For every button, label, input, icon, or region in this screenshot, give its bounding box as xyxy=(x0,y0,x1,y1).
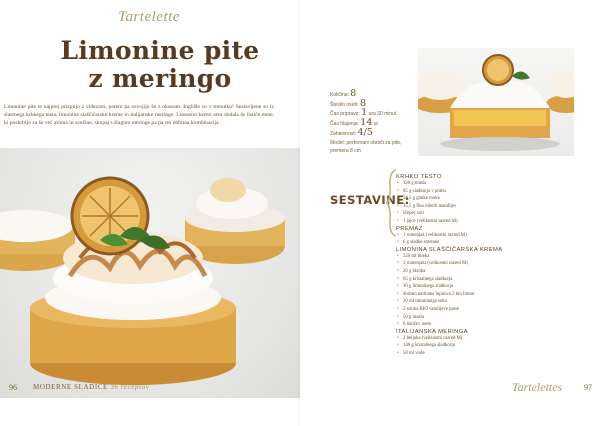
meta-chill-time xyxy=(330,119,416,129)
list-item: • 24,5 g glatke moke xyxy=(396,195,586,203)
page-number-left: 96 xyxy=(9,383,17,392)
tart-photo-left xyxy=(0,148,300,398)
ingredient-list xyxy=(396,180,586,226)
list-item: • 10 g limoninega sladkorja xyxy=(396,283,586,291)
list-item: • 6 lističev mete xyxy=(396,321,586,329)
list-item: • 120 g masla xyxy=(396,180,586,188)
list-item: • 3 rumenjaki (velikostni razred M) xyxy=(396,260,586,268)
group-title: ITALIJANSKA MERINGA xyxy=(396,328,468,335)
model-note: Model: perforirani obroči za pite, premera 8 cm xyxy=(330,139,402,155)
meta-unit: ura 30 minut xyxy=(368,111,397,118)
ingredient-group xyxy=(396,174,586,226)
lemon-tart-illustration xyxy=(0,148,300,398)
meta-prep-time xyxy=(330,109,416,119)
recipe-meta xyxy=(330,90,416,156)
meta-label: Čas priprave: xyxy=(330,111,360,118)
ingredient-list xyxy=(396,253,586,329)
group-title: PREMAZ xyxy=(396,225,423,232)
page-number-right: 97 xyxy=(584,383,592,392)
meta-value: 14 xyxy=(360,117,373,129)
book-title: MODERNE SLADICE xyxy=(33,383,108,391)
book-subtitle: 36 receptov xyxy=(110,383,150,391)
list-item: • 1 jajce (velikostni razred M) xyxy=(396,218,586,226)
list-item: • 85 g sladkorja v prahu xyxy=(396,188,586,196)
list-item: • 6 g sladke smetane xyxy=(396,239,586,247)
section-kicker: Tartelette xyxy=(118,9,180,25)
meta-label: Zahtevnost: xyxy=(330,130,357,137)
sliced-tart-illustration xyxy=(418,48,574,156)
ingredient-group xyxy=(396,226,586,247)
list-item: • 1 rumenjak (velikostni razred M) xyxy=(396,232,586,240)
list-item: • 140 g kristalnega sladkorja xyxy=(396,342,586,350)
list-item: • 220 ml mleka xyxy=(396,253,586,261)
group-title: KRHKO TESTO xyxy=(396,174,442,180)
ingredient-list xyxy=(396,335,586,358)
meta-unit: ur xyxy=(373,121,379,128)
ingredients-heading: SESTAVINE: xyxy=(330,193,410,207)
meta-value: 1 xyxy=(361,107,368,119)
list-item: • 2 stroka BIO vanilijeve paste xyxy=(396,306,586,314)
group-title: LIMONINA SLAŠČIČARSKA KREMA xyxy=(396,246,503,253)
meta-value: 8 xyxy=(360,97,367,109)
meta-value: 4/5 xyxy=(357,126,373,138)
meta-quantity xyxy=(330,90,416,100)
ingredient-group xyxy=(396,329,586,358)
list-item: • drobno naribana lupinica 2 bio limon xyxy=(396,291,586,299)
recipe-title-line-2: z meringo xyxy=(88,64,232,93)
meta-label: Čas hlajenja: xyxy=(330,121,359,128)
recipe-intro: Limonine pite te najprej prizgujo z videzom, potem pa osvojijo še z okusom. Inglišle so v trenutku! Sestavljene so iz slastnega krhkega testa, limonine slaščičarske kreme in italijanske meringe. Limonini kremi sem dodala še lističe mete, ki poskrbijo za še več aroma in svežine, skupaj s šlagom meringe pa pa res dobitna kombinacija. xyxy=(4,104,274,126)
running-header-left xyxy=(33,383,149,391)
list-item: • 20 g škroba xyxy=(396,268,586,276)
list-item: • ščepec soli xyxy=(396,210,586,218)
list-item: • 2 beljaka (velikostni razred M) xyxy=(396,335,586,343)
ingredient-groups xyxy=(396,174,586,357)
meta-difficulty xyxy=(330,126,416,139)
tart-photo-right xyxy=(418,48,574,156)
meta-label: Število oseb: xyxy=(330,101,359,108)
running-footer-right: Tartelettes xyxy=(512,380,563,394)
recipe-title-line-1: Limonine pite xyxy=(60,36,260,65)
list-item: • 35,5 g fino mletih mandljev xyxy=(396,203,586,211)
ingredient-group xyxy=(396,247,586,329)
list-item: • 65 g kristalnega sladkorja xyxy=(396,276,586,284)
list-item: • 50 g masla xyxy=(396,314,586,322)
list-item: • 50 ml vode xyxy=(396,350,586,358)
meta-value: 8 xyxy=(350,88,357,99)
meta-servings xyxy=(330,97,416,110)
meta-label: Količina: xyxy=(330,92,349,98)
list-item: • 20 ml limoninega soka xyxy=(396,298,586,306)
ingredient-list xyxy=(396,232,586,247)
